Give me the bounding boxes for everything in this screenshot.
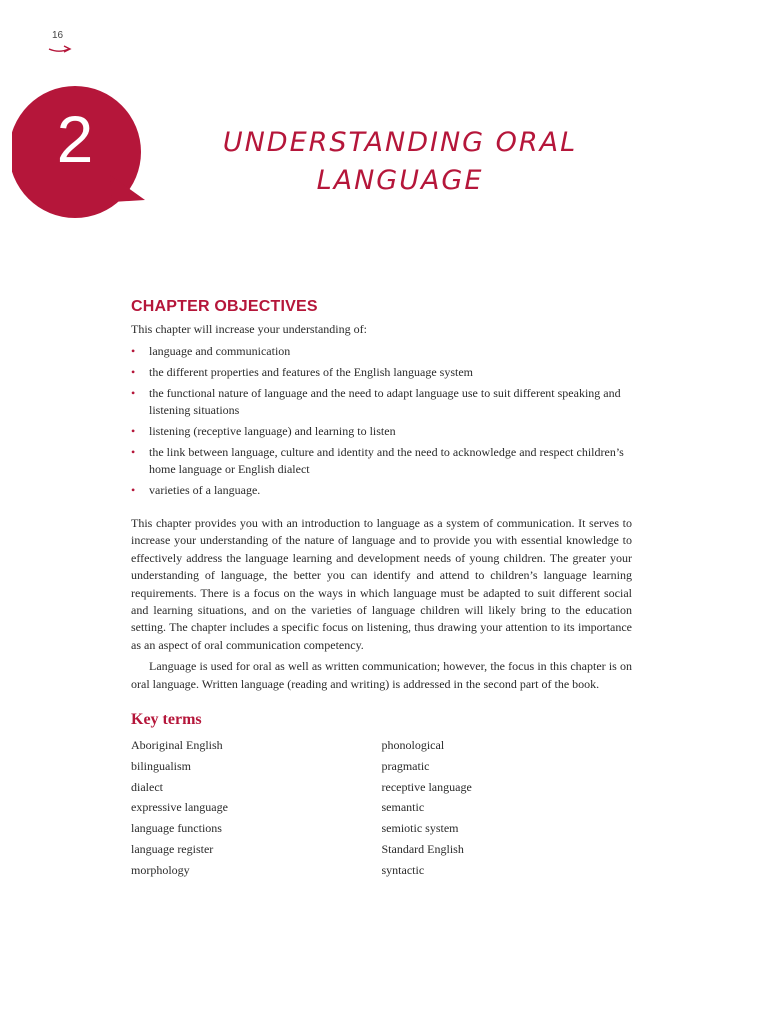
body-paragraph-2: Language is used for oral as well as written communication; however, the focus in this chapter is on oral language. Written language (reading and writing) is addressed in the second part of the book. (131, 659, 632, 691)
objectives-intro: This chapter will increase your understanding of: (131, 322, 367, 336)
key-terms-list (131, 735, 632, 881)
list-item: • language and communication (131, 344, 291, 358)
objectives-heading: CHAPTER OBJECTIVES (131, 298, 318, 315)
list-item: Standard English (381, 842, 464, 857)
list-item: • listening (receptive language) and learning to listen (131, 424, 396, 438)
key-terms-left-column (131, 735, 382, 881)
chapter-number: 2 (56, 102, 94, 176)
list-item: semiotic system (381, 821, 459, 836)
list-item: dialect (131, 779, 163, 794)
chapter-title-line-1: UNDERSTANDING ORAL (222, 127, 578, 158)
list-item: language functions (131, 821, 222, 836)
list-item: receptive language (381, 779, 472, 794)
list-item: pragmatic (381, 758, 430, 773)
list-item: language register (131, 842, 214, 857)
list-item: syntactic (381, 862, 425, 877)
bullet-icon: • (131, 424, 136, 438)
list-item: phonological (381, 738, 445, 753)
list-item: • varieties of a language. (131, 483, 261, 497)
bullet-icon: • (131, 344, 136, 358)
chapter-title (200, 124, 600, 200)
list-item: • the link between language, culture and identity and the need to acknowledge and respect children’s home language or English dialect (131, 445, 624, 476)
bullet-icon: • (131, 386, 136, 400)
list-item: semantic (381, 800, 425, 815)
body-paragraph-1: This chapter provides you with an introduction to language as a system of communication. It serves to increase your understanding of the nature of language and to provide you with essential knowledge to effectively address the language learning and development needs of young children. The greater your understanding of language, the better you can identify and attend to children’s language learning requirements. There is a focus on the ways in which language must be adapted to suit different social and learning situations, and on the varieties of language children will likely bring to the education setting. The chapter includes a specific focus on listening, thus drawing your attention to its importance as an aspect of oral communication competency. (131, 516, 632, 652)
list-item: • the different properties and features of the English language system (131, 365, 474, 379)
bullet-icon: • (131, 483, 136, 497)
list-item: bilingualism (131, 758, 191, 773)
list-item: morphology (131, 862, 190, 877)
key-terms-heading: Key terms (131, 711, 202, 729)
chapter-title-line-2: LANGUAGE (316, 165, 484, 196)
arrow-right-icon (48, 44, 72, 56)
main-content (131, 298, 632, 881)
list-item: • the functional nature of language and the need to adapt language use to suit different speaking and listening situations (131, 386, 621, 417)
key-terms-right-column (382, 735, 633, 881)
objectives-list (131, 343, 632, 499)
list-item: expressive language (131, 800, 228, 815)
page-number: 16 (52, 30, 64, 41)
bullet-icon: • (131, 445, 136, 459)
list-item: Aboriginal English (131, 738, 223, 753)
bullet-icon: • (131, 365, 136, 379)
